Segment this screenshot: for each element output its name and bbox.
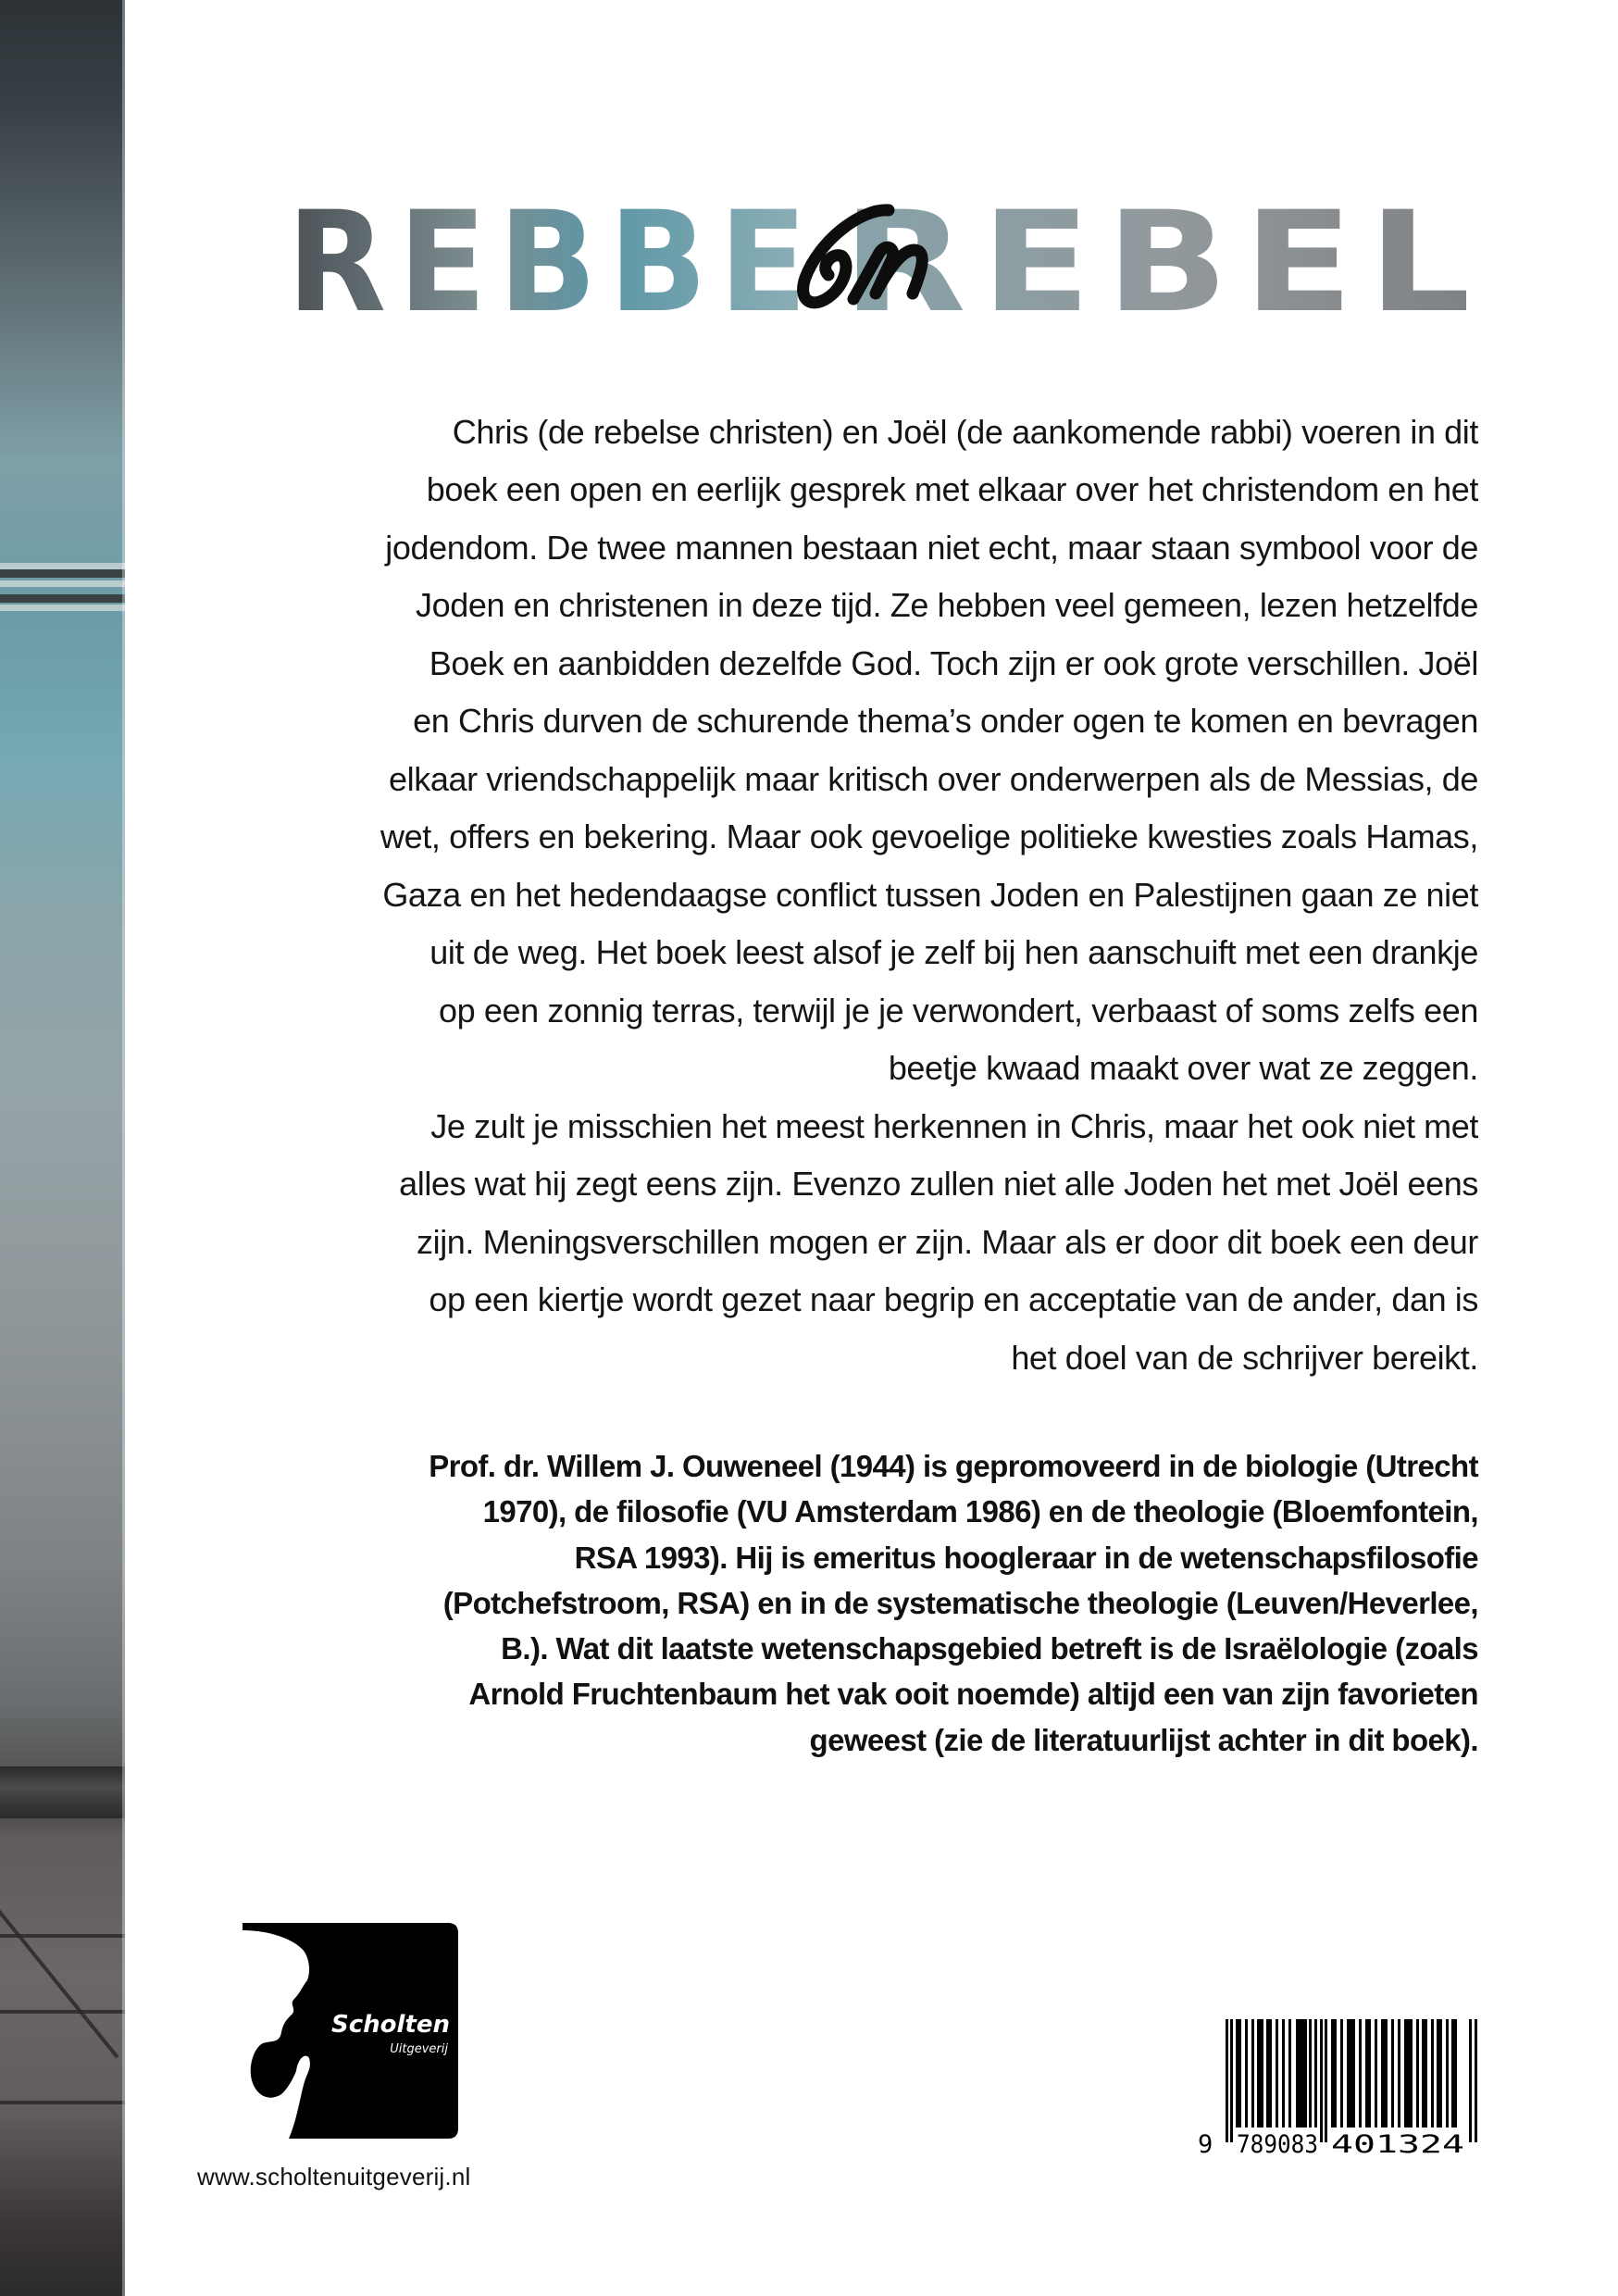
blurb-line: het doel van de schrijver bereikt. — [1011, 1339, 1478, 1377]
book-title — [287, 190, 1490, 319]
rail-highlight — [0, 563, 125, 569]
blurb-line: alles wat hij zegt eens zijn. Evenzo zullen niet alle Joden het met Joël eens — [399, 1165, 1478, 1203]
blurb-line: Gaza en het hedendaagse conflict tussen Joden en Palestijnen gaan ze niet — [382, 876, 1478, 914]
blurb-line: op een zonnig terras, terwijl je je verwondert, verbaast of soms zelfs een — [439, 992, 1478, 1029]
blurb-line: boek een open en eerlijk gesprek met elkaar over het christendom en het — [426, 470, 1478, 508]
title-word-rebel: REBEL — [842, 190, 1486, 319]
blurb-line: Joden en christenen in deze tijd. Ze hebben veel gemeen, lezen hetzelfde — [415, 586, 1478, 624]
bio-line: (Potchefstroom, RSA) en in de systematische theologie (Leuven/Heverlee, — [442, 1586, 1478, 1620]
floor-edge — [0, 1766, 125, 1818]
floor-diagonal-line — [0, 1898, 118, 2058]
blurb-line: beetje kwaad maakt over wat ze zeggen. — [888, 1049, 1478, 1087]
blurb-line: zijn. Meningsverschillen mogen er zijn. Maar als er door dit boek een deur — [417, 1223, 1478, 1261]
bio-line: Arnold Fruchtenbaum het vak ooit noemde) altijd een van zijn favorieten — [468, 1677, 1478, 1711]
rail-bar — [0, 569, 125, 578]
profile-silhouette-icon — [243, 1923, 458, 2139]
floor-tile-line — [0, 2010, 125, 2014]
title-word-rebbe: REBBE — [287, 190, 819, 319]
rail-highlight — [0, 580, 125, 587]
blurb-line: elkaar vriendschappelijk maar kritisch over onderwerpen als de Messias, de — [389, 760, 1478, 798]
bio-line: Prof. dr. Willem J. Ouweneel (1944) is gepromoveerd in de biologie (Utrecht — [429, 1449, 1478, 1483]
strip-edge — [122, 0, 125, 2296]
rail-highlight — [0, 605, 125, 611]
isbn-barcode — [1194, 2018, 1483, 2157]
blurb-line: jodendom. De twee mannen bestaan niet echt, maar staan symbool voor de — [385, 529, 1478, 567]
rail-bar — [0, 594, 125, 603]
isbn-lead-digit: 9 — [1198, 2130, 1214, 2157]
blurb-line: en Chris durven de schurende thema’s onder ogen te komen en bevragen — [413, 702, 1478, 740]
bio-line: geweest (zie de literatuurlijst achter in dit boek). — [809, 1723, 1478, 1757]
blurb-line: wet, offers en bekering. Maar ook gevoelige politieke kwesties zoals Hamas, — [380, 817, 1478, 855]
barcode-icon — [1194, 2018, 1483, 2157]
blurb-line: uit de weg. Het boek leest alsof je zelf bij hen aanschuift met een drankje — [429, 933, 1478, 971]
title-logotype — [287, 190, 1490, 319]
isbn-digits-left: 789083 — [1237, 2130, 1318, 2157]
blurb-line: Chris (de rebelse christen) en Joël (de aankomende rabbi) voeren in dit — [452, 413, 1478, 451]
cover-photo-strip — [0, 0, 125, 2296]
blurb-line: Boek en aanbidden dezelfde God. Toch zijn er ook grote verschillen. Joël — [429, 644, 1478, 682]
bio-line: 1970), de filosofie (VU Amsterdam 1986) en de theologie (Bloemfontein, — [482, 1494, 1478, 1529]
publisher-logo — [243, 1923, 458, 2139]
floor-tile-line — [0, 2101, 125, 2104]
blurb-line: Je zult je misschien het meest herkennen in Chris, maar het ook niet met — [430, 1107, 1478, 1145]
bio-line: B.). Wat dit laatste wetenschapsgebied betreft is de Israëlologie (zoals — [501, 1631, 1478, 1666]
blurb-line: op een kiertje wordt gezet naar begrip en acceptatie van de ander, dan is — [429, 1280, 1478, 1318]
publisher-website-link[interactable]: www.scholtenuitgeverij.nl — [197, 2163, 471, 2190]
bio-line: RSA 1993). Hij is emeritus hoogleraar in de wetenschapsfilosofie — [574, 1541, 1478, 1575]
publisher-logo-name: Scholten — [331, 2011, 450, 2039]
publisher-logo-subtitle: Uitgeverij — [390, 2042, 448, 2056]
isbn-digits-right: 401324 — [1331, 2130, 1464, 2157]
